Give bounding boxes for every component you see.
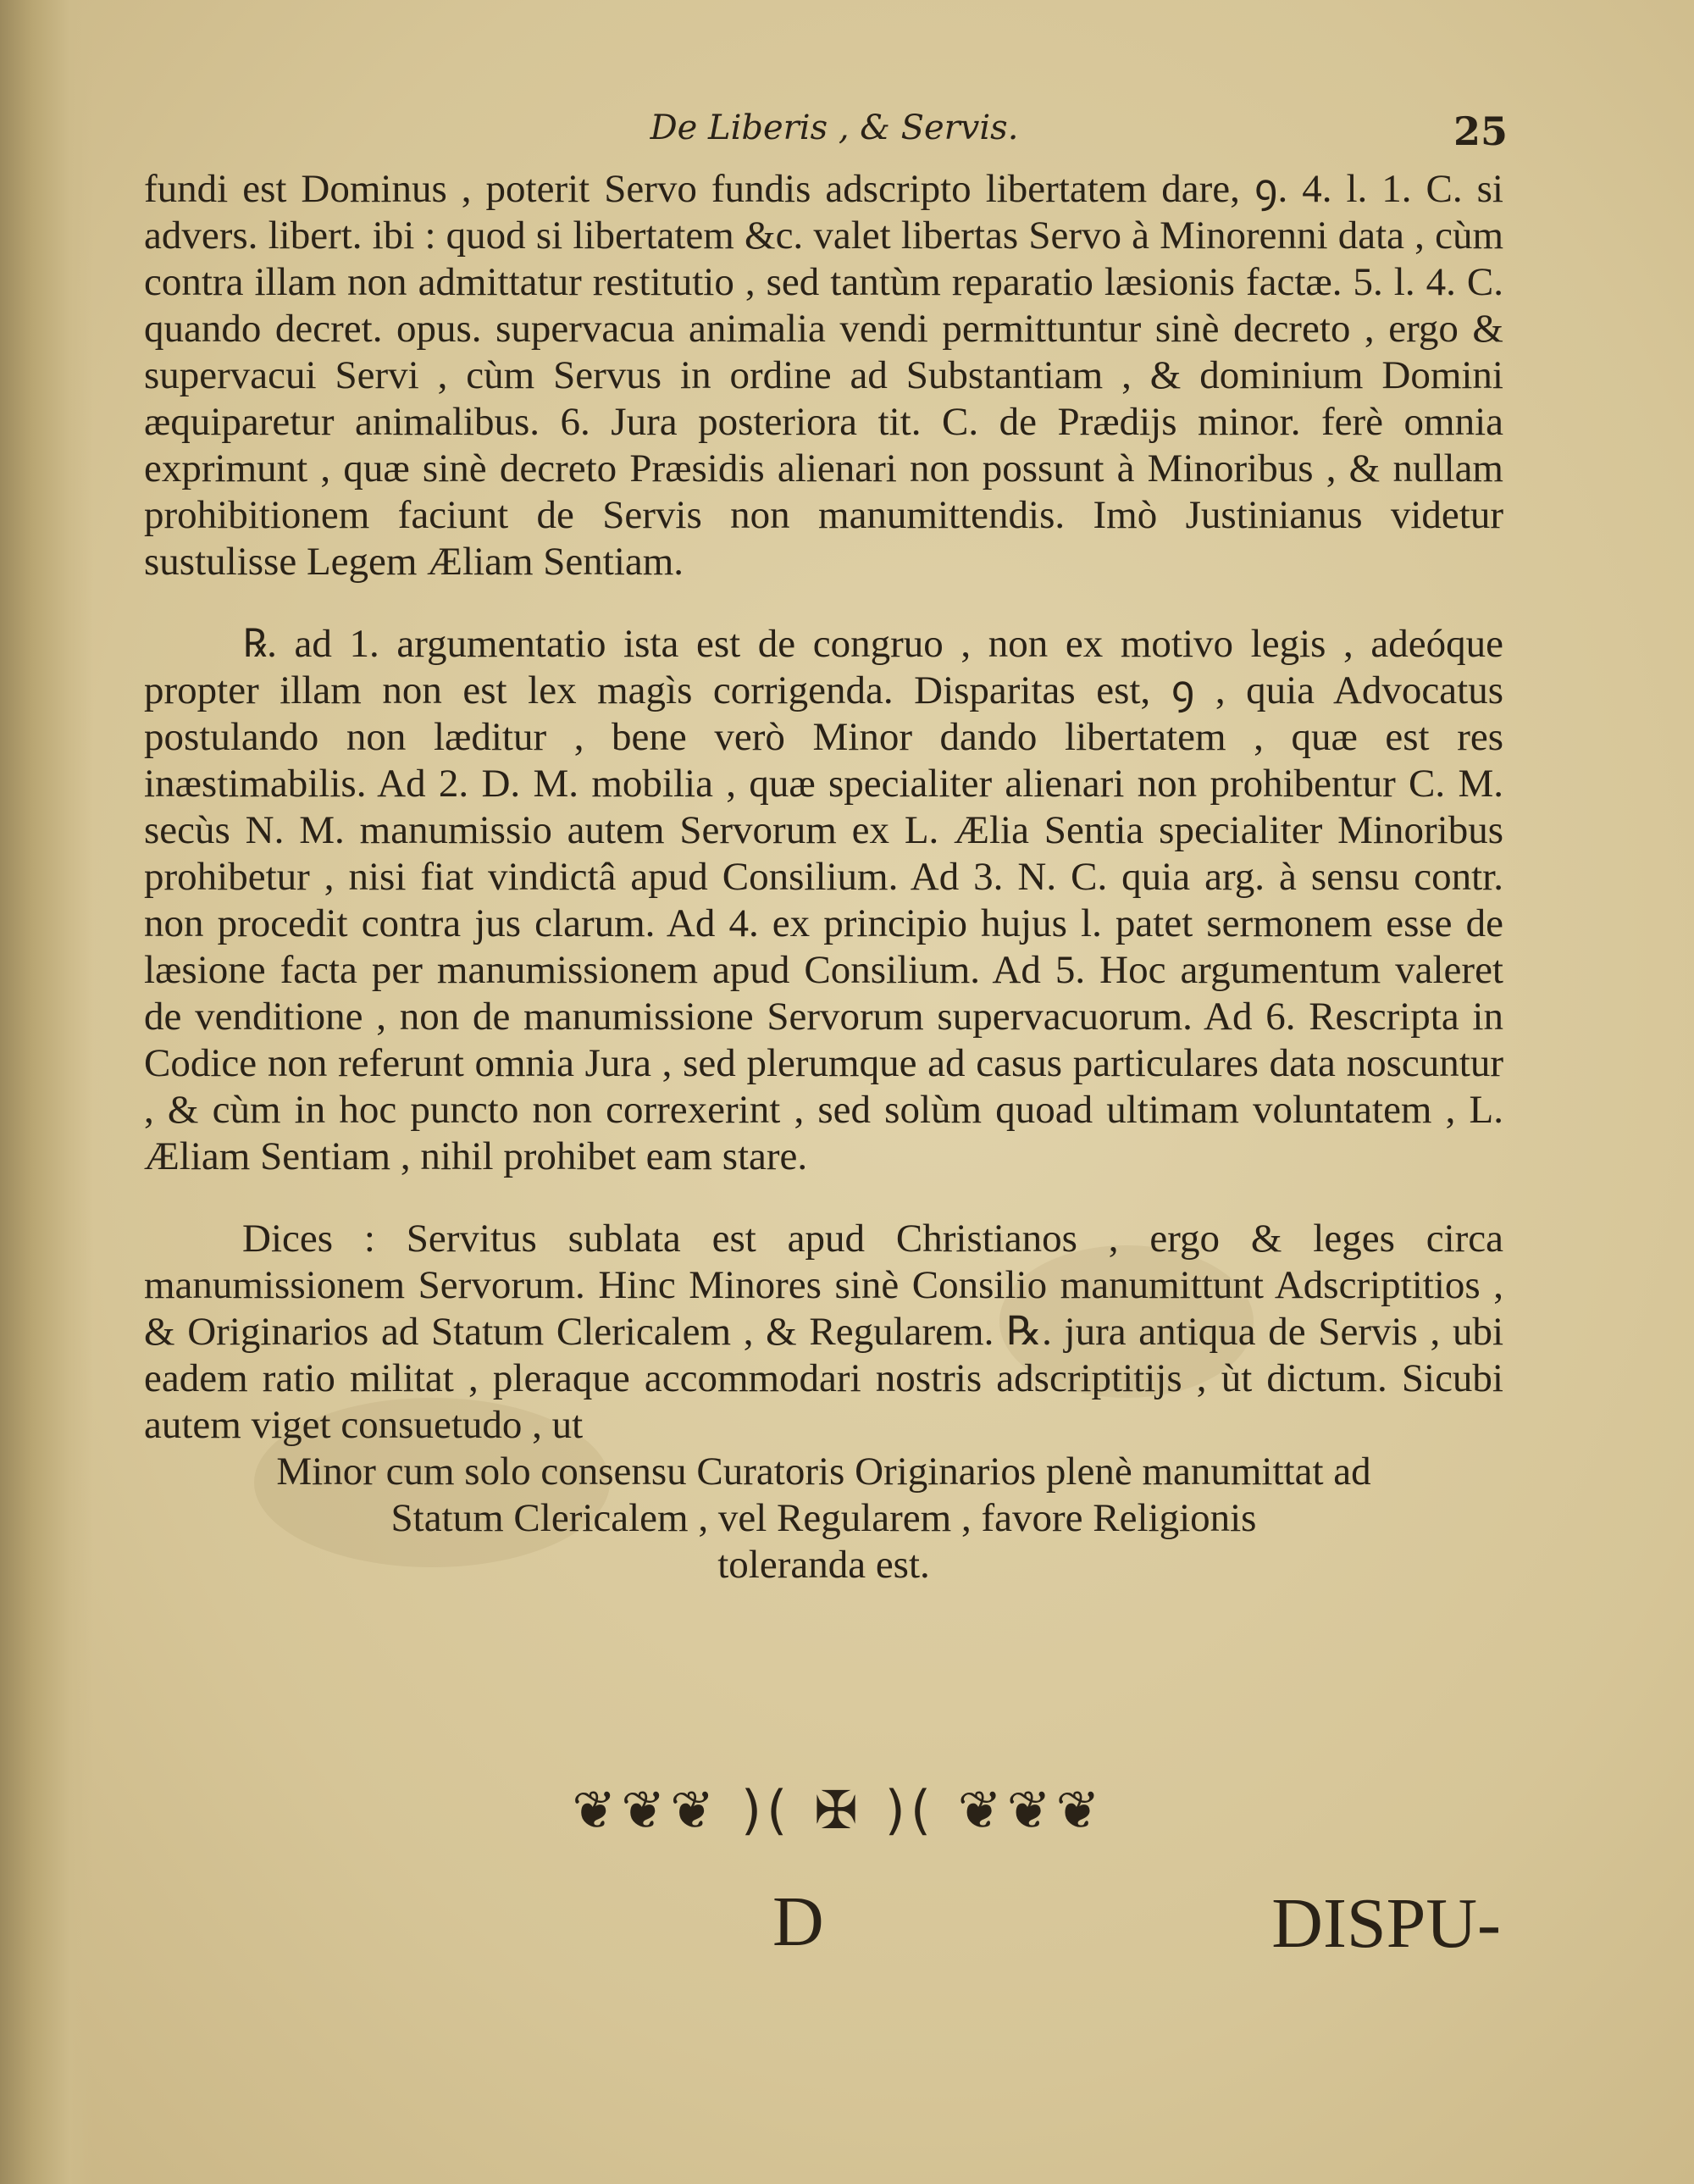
page-number: 25	[1453, 108, 1508, 154]
paragraph-dices: Dices : Servitus sublata est apud Christianos , ergo & leges circa manumissionem Servorum. Hinc Minores sinè Consilio manumittunt Adscriptitios , & Originarios ad Statum Clericalem , & Regularem. ℞. jura antiqua de Servis , ubi eadem ratio militat , pleraque accommodari nostris adscriptitijs , ùt dictum. Sicubi autem viget consuetudo , ut	[144, 1217, 1503, 1447]
printer-ornament: ❦❦❦ )( ✠ )( ❦❦❦	[572, 1779, 1105, 1841]
paragraph-responses: ℞. ad 1. argumentatio ista est de congruo , non ex motivo legis , adeóque propter illam non est lex magìs corrigenda. Disparitas est, ꝯ , quia Advocatus postulando non læditur , bene verò Minor dando libertatem , quæ est res inæstimabilis. Ad 2. D. M. mobilia , quæ specialiter alienari non prohibentur C. M. secùs N. M. manumissio autem Servorum ex L. Ælia Sentia specialiter Minoribus prohibetur , nisi fiat vindictâ apud Consilium. Ad 3. N. C. quia arg. à sensu contr. non procedit contra jus clarum. Ad 4. ex principio hujus l. patet sermonem esse de læsione facta per manumissionem apud Consilium. Ad 5. Hoc argumentum valeret de venditione , non de manumissione Servorum supervacuorum. Ad 6. Rescripta in Codice non referunt omnia Jura , sed plerumque ad casus particulares data noscuntur , & cùm in hoc puncto non correxerint , sed solùm quoad ultimam voluntatem , L. Æliam Sentiam , nihil prohibet eam stare.	[144, 622, 1503, 1178]
closing-line-3: toleranda est.	[717, 1543, 930, 1587]
page-spine-shadow	[0, 0, 93, 2184]
main-text	[144, 166, 1503, 1588]
closing-line-1: Minor cum solo consensu Curatoris Originarios plenè manumittat ad	[276, 1450, 1371, 1494]
catchword: DISPU-	[1271, 1884, 1501, 1963]
closing-line-2: Statum Clericalem , vel Regularem , favore Religionis	[390, 1496, 1257, 1540]
page-header	[144, 108, 1525, 159]
running-title: De Liberis , & Servis.	[650, 108, 1019, 147]
paragraph-continuation: fundi est Dominus , poterit Servo fundis adscripto libertatem dare, ꝯ. 4. l. 1. C. si advers. libert. ibi : quod si libertatem &c. valet libertas Servo à Minorenni data , cùm contra illam non admittatur restitutio , sed tantùm reparatio læsionis factæ. 5. l. 4. C. quando decret. opus. supervacua animalia vendi permittuntur sinè decreto , ergo & supervacui Servi , cùm Servus in ordine ad Substantiam , & dominium Domini æquiparetur animalibus. 6. Jura posteriora tit. C. de Prædijs minor. ferè omnia exprimunt , quæ sinè decreto Præsidis alienari non possunt à Minoribus , & nullam prohibitionem faciunt de Servis non manumittendis. Imò Justinianus videtur sustulisse Legem Æliam Sentiam.	[144, 167, 1503, 584]
signature-mark: D	[772, 1882, 824, 1961]
